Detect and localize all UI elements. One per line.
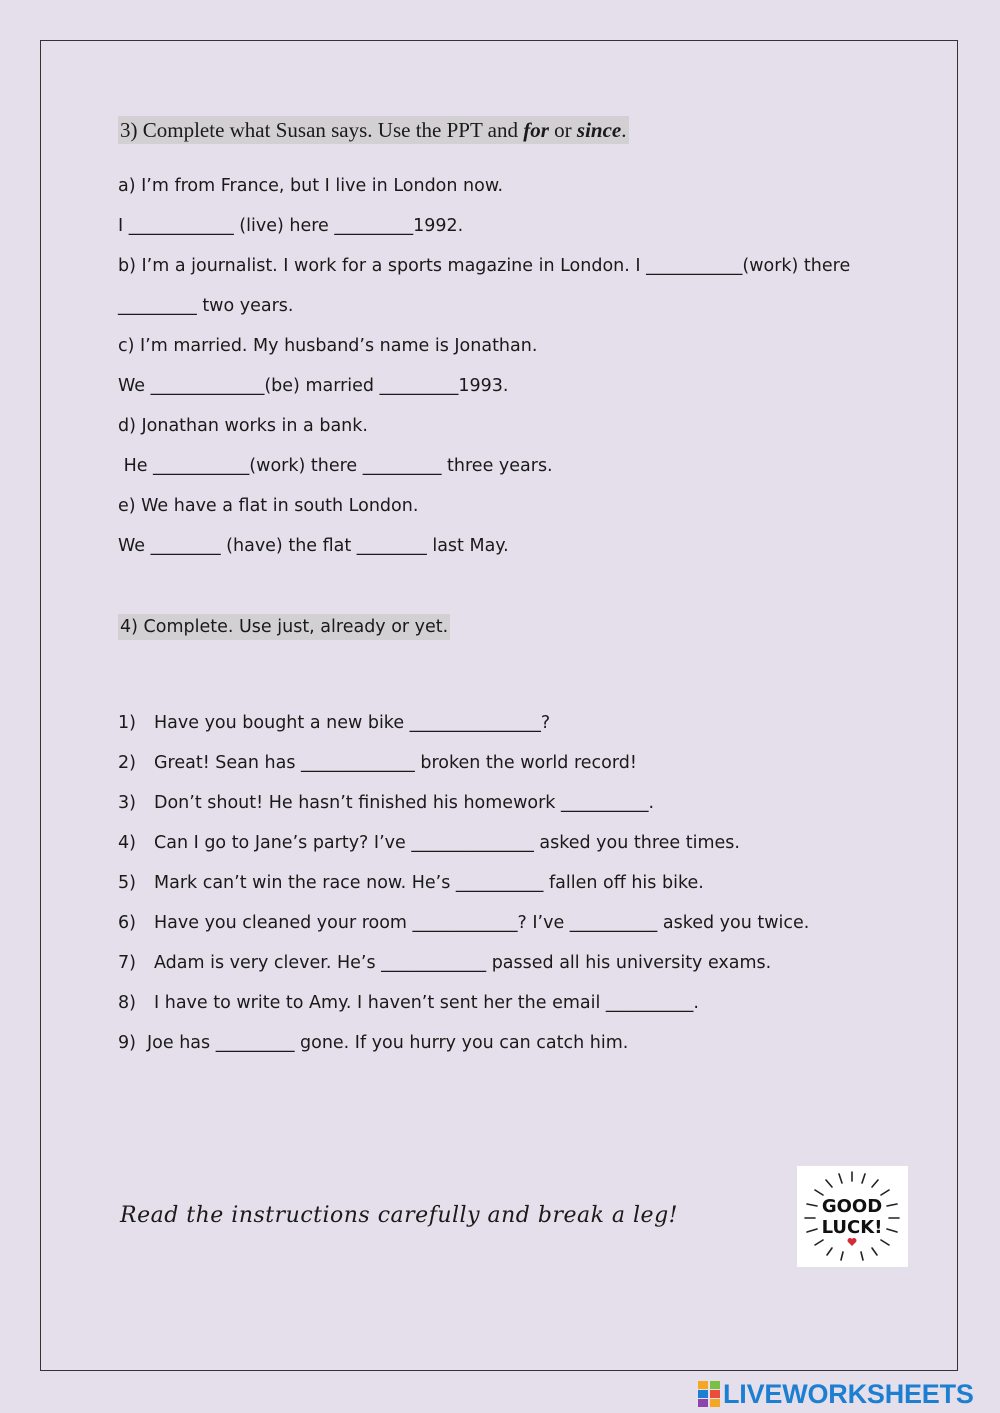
exercise4-item: Mark can’t win the race now. He’s __________ fallen off his bike. xyxy=(154,873,704,893)
exercise3-line: We _____________(be) married _________1993. xyxy=(118,376,509,396)
exercise4-item: Can I go to Jane’s party? I’ve ______________ asked you three times. xyxy=(154,833,740,853)
exercise3-line: We ________ (have) the flat ________ last May. xyxy=(118,536,509,556)
liveworksheets-mark-icon xyxy=(697,1380,721,1408)
exercise4-item: I have to write to Amy. I haven’t sent her the email __________. xyxy=(154,993,699,1013)
item-number: 6) xyxy=(118,913,136,933)
item-number: 4) xyxy=(118,833,136,853)
item-number: 7) xyxy=(118,953,136,973)
exercise3-line: c) I’m married. My husband’s name is Jonathan. xyxy=(118,336,538,356)
item-number: 9) xyxy=(118,1033,136,1053)
good-luck-sunburst-icon xyxy=(797,1166,908,1267)
exercise4-item: Don’t shout! He hasn’t finished his homework __________. xyxy=(154,793,655,813)
exercise4-item: Adam is very clever. He’s ____________ passed all his university exams. xyxy=(154,953,772,973)
item-number: 2) xyxy=(118,753,136,773)
exercise4-item: Have you bought a new bike _______________? xyxy=(154,713,551,733)
item-number: 1) xyxy=(118,713,136,733)
section4-heading: 4) Complete. Use just, already or yet. xyxy=(118,614,450,640)
exercise3-line: _________ two years. xyxy=(118,296,294,316)
good-luck-badge xyxy=(797,1166,908,1267)
exercise3-line: d) Jonathan works in a bank. xyxy=(118,416,368,436)
exercise4-item: Joe has _________ gone. If you hurry you can catch him. xyxy=(147,1033,629,1053)
exercise3-line: b) I’m a journalist. I work for a sports magazine in London. I ___________(work) there xyxy=(118,256,851,276)
section3-heading: 3) Complete what Susan says. Use the PPT and for or since. xyxy=(120,118,627,142)
exercise4-item: Great! Sean has _____________ broken the world record! xyxy=(154,753,637,773)
exercise4-item: Have you cleaned your room ____________? I’ve __________ asked you twice. xyxy=(154,913,810,933)
item-number: 5) xyxy=(118,873,136,893)
exercise3-line: e) We have a flat in south London. xyxy=(118,496,419,516)
item-number: 3) xyxy=(118,793,136,813)
heart-icon xyxy=(848,1238,857,1246)
item-number: 8) xyxy=(118,993,136,1013)
exercise3-line: a) I’m from France, but I live in London now. xyxy=(118,176,504,196)
footer-message: Read the instructions carefully and break a leg! xyxy=(120,1203,679,1228)
brand-name: LIVEWORKSHEETS xyxy=(723,1378,974,1409)
badge-luck-text: LUCK! xyxy=(821,1217,883,1238)
liveworksheets-logo[interactable] xyxy=(697,1378,974,1410)
exercise3-line: I ____________ (live) here _________1992. xyxy=(118,216,464,236)
exercise3-line: He ___________(work) there _________ three years. xyxy=(118,456,553,476)
badge-good-text: GOOD xyxy=(821,1196,883,1217)
